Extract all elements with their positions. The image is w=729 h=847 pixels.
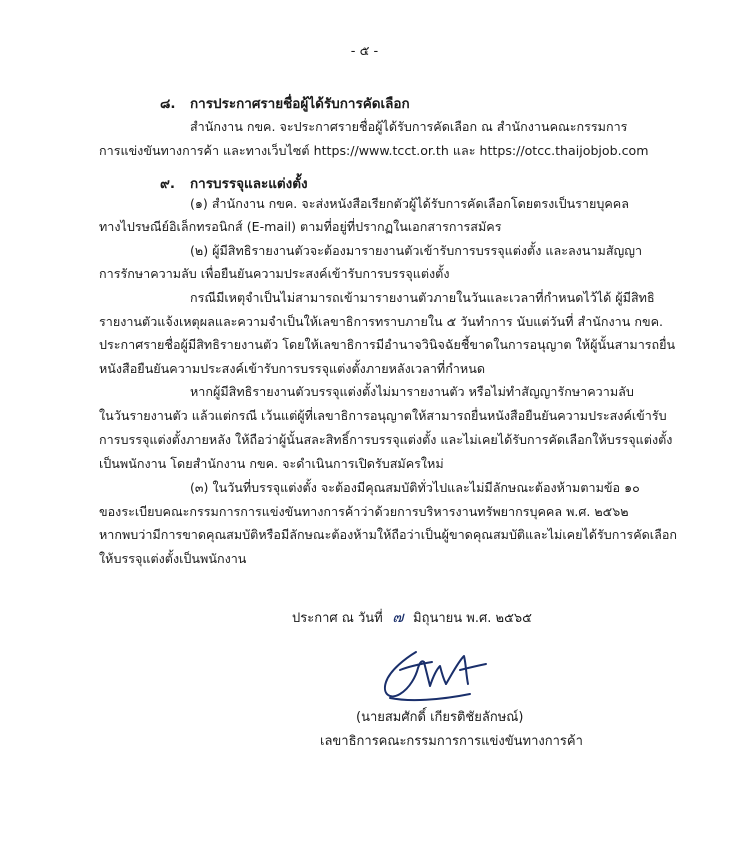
section-9-para2-line-1: (๒) ผู้มีสิทธิรายงานตัวจะต้องมารายงานตัวเข้ารับการบรรจุแต่งตั้ง และลงนามสัญญา [190,243,643,258]
section-8-heading [160,92,410,114]
signer-name: (นายสมศักดิ์ เกียรติชัยลักษณ์) [356,710,524,725]
section-9-para3-line-3: ประกาศรายชื่อผู้มีสิทธิรายงานตัว โดยให้เลขาธิการมีอำนาจวินิจฉัยชี้ขาดในการอนุญาต ให้ผู้นั้นสามารถยื่น [99,337,676,352]
section-8-number: ๘. [160,96,176,112]
section-9-para2-line-2: การรักษาความลับ เพื่อยืนยันความประสงค์เข้ารับการบรรจุแต่งตั้ง [99,266,450,281]
section-9-para1-line-1: (๑) สำนักงาน กขค. จะส่งหนังสือเรียกตัวผู้ได้รับการคัดเลือกโดยตรงเป็นรายบุคคล [190,196,629,211]
section-9-para3-line-2: รายงานตัวแจ้งเหตุผลและความจำเป็นให้เลขาธิการทราบภายใน ๕ วันทำการ นับแต่วันที่ สำนักงาน กขค. [99,314,664,329]
announcement-prefix: ประกาศ ณ วันที่ [292,611,383,626]
section-9-heading [160,172,308,194]
section-9-para4-line-1: หากผู้มีสิทธิรายงานตัวบรรจุแต่งตั้งไม่มารายงานตัว หรือไม่ทำสัญญารักษาความลับ [190,384,634,399]
section-9-para4-line-4: เป็นพนักงาน โดยสำนักงาน กขค. จะดำเนินการเปิดรับสมัครใหม่ [99,456,444,471]
section-9-para4-line-3: การบรรจุแต่งตั้งภายหลัง ให้ถือว่าผู้นั้นสละสิทธิ์การบรรจุแต่งตั้ง และไม่เคยได้รับการคัดเลือกให้บรรจุแต่งตั้ง [99,432,673,447]
section-8-line-1: สำนักงาน กขค. จะประกาศรายชื่อผู้ได้รับการคัดเลือก ณ สำนักงานคณะกรรมการ [190,119,628,134]
section-9-title: การบรรจุและแต่งตั้ง [190,176,308,192]
announcement-month-year: มิถุนายน พ.ศ. ๒๕๖๕ [413,611,532,626]
section-9-para3-line-4: หนังสือยืนยันความประสงค์เข้ารับการบรรจุแต่งตั้งภายหลังเวลาที่กำหนด [99,361,485,376]
section-9-para1-line-2: ทางไปรษณีย์อิเล็กทรอนิกส์ (E-mail) ตามที่อยู่ที่ปรากฏในเอกสารการสมัคร [99,219,502,234]
section-9-para5-line-1: (๓) ในวันที่บรรจุแต่งตั้ง จะต้องมีคุณสมบัติทั่วไปและไม่มีลักษณะต้องห้ามตามข้อ ๑๐ [190,480,640,495]
section-8-title: การประกาศรายชื่อผู้ได้รับการคัดเลือก [190,96,410,112]
section-9-para5-line-3: หากพบว่ามีการขาดคุณสมบัติหรือมีลักษณะต้องห้ามให้ถือว่าเป็นผู้ขาดคุณสมบัติและไม่เคยได้รับการคัดเลือก [99,527,678,542]
section-9-para3-line-1: กรณีมีเหตุจำเป็นไม่สามารถเข้ามารายงานตัวภายในวันและเวลาที่กำหนดไว้ได้ ผู้มีสิทธิ [190,290,655,305]
section-8-line-2: การแข่งขันทางการค้า และทางเว็บไซต์ https://www.tcct.or.th และ https://otcc.thaijobjob.com [99,143,649,158]
page-number: - ๕ - [350,44,379,59]
signature-image [360,640,520,710]
section-9-number: ๙. [160,176,176,192]
announcement-day: ๗ [392,608,404,626]
section-9-para5-line-4: ให้บรรจุแต่งตั้งเป็นพนักงาน [99,551,247,566]
signer-title: เลขาธิการคณะกรรมการการแข่งขันทางการค้า [320,734,583,749]
announcement-date [292,605,532,629]
section-9-para4-line-2: ในวันรายงานตัว แล้วแต่กรณี เว้นแต่ผู้ที่เลขาธิการอนุญาตให้สามารถยื่นหนังสือยืนยันความประสงค์เข้ารับ [99,408,667,423]
section-9-para5-line-2: ของระเบียบคณะกรรมการการแข่งขันทางการค้าว่าด้วยการบริหารงานทรัพยากรบุคคล พ.ศ. ๒๕๖๒ [99,504,629,519]
